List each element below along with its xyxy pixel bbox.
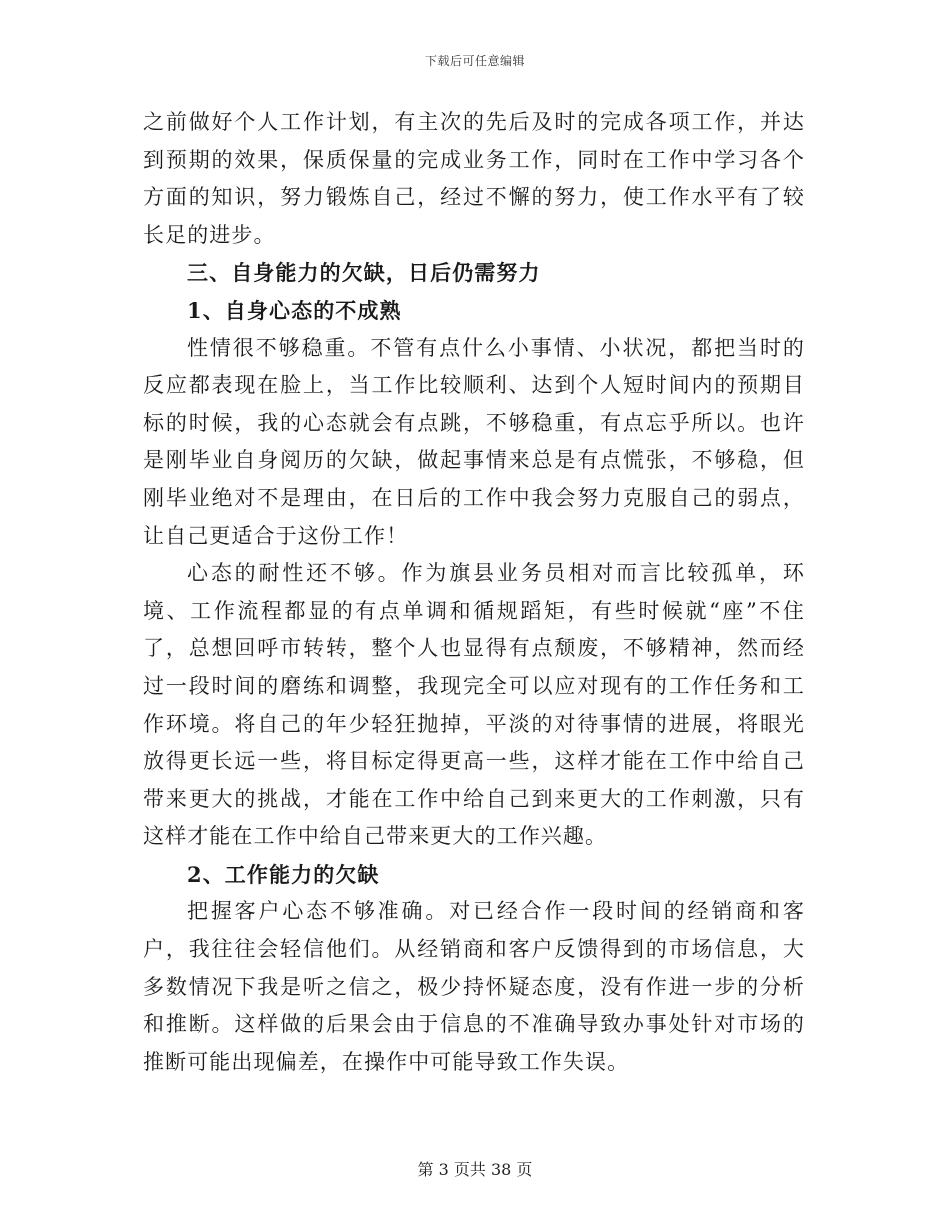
paragraph-client-judgment: 把握客户心态不够准确。对已经合作一段时间的经销商和客户，我往往会轻信他们。从经销商和客户反馈得到的市场信息，大多数情况下我是听之信之，极少持怀疑态度，没有作进一步的分析和推断。这样做的后果会由于信息的不准确导致办事处针对市场的推断可能出现偏差，在操作中可能导致工作失误。: [143, 899, 805, 1074]
document-body: [143, 104, 805, 1081]
page-footer: 第 3 页共 38 页: [417, 1160, 533, 1179]
page-header: 下载后可任意编辑: [424, 54, 525, 68]
subsection-heading-1: 1、自身心态的不成熟: [187, 297, 402, 323]
subsection-heading-2: 2、工作能力的欠缺: [187, 861, 380, 887]
paragraph-patience: 心态的耐性还不够。作为旗县业务员相对而言比较孤单，环境、工作流程都显的有点单调和循规蹈矩，有些时候就“座”不住了，总想回呼市转转，整个人也显得有点颓废，不够精神，然而经过一段时间的磨练和调整，我现完全可以应对现有的工作任务和工作环境。将自己的年少轻狂抛掉，平淡的对待事情的进展，将眼光放得更长远一些，将目标定得更高一些，这样才能在工作中给自己带来更大的挑战，才能在工作中给自己到来更大的工作刺激，只有这样才能在工作中给自己带来更大的工作兴趣。: [143, 561, 805, 849]
paragraph-temperament: 性情很不够稳重。不管有点什么小事情、小状况，都把当时的反应都表现在脸上，当工作比较顺利、达到个人短时间内的预期目标的时候，我的心态就会有点跳，不够稳重，有点忘乎所以。也许是刚毕业自身阅历的欠缺，做起事情来总是有点慌张，不够稳，但刚毕业绝对不是理由，在日后的工作中我会努力克服自己的弱点，让自己更适合于这份工作！: [143, 335, 805, 548]
paragraph-work-plan: 之前做好个人工作计划，有主次的先后及时的完成各项工作，并达到预期的效果，保质保量的完成业务工作，同时在工作中学习各个方面的知识，努力锻炼自己，经过不懈的努力，使工作水平有了较长足的进步。: [143, 110, 805, 247]
section-heading-3: 三、自身能力的欠缺，日后仍需努力: [187, 260, 541, 286]
